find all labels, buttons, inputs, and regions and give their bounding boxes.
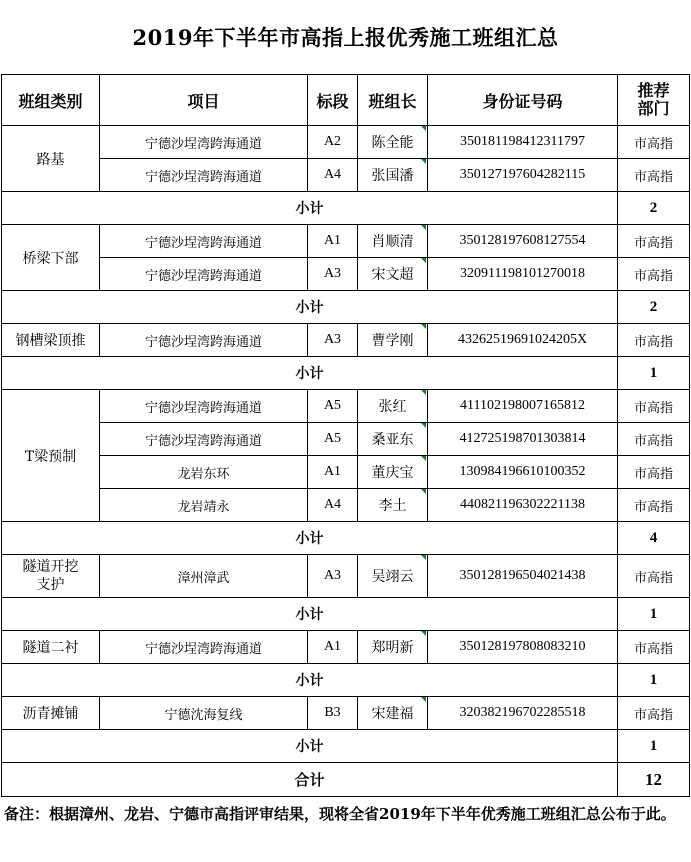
header-leader: 班组长 [358, 75, 428, 126]
page-title: 2019年下半年市高指上报优秀施工班组汇总 [132, 25, 559, 50]
project-cell: 宁德沙埕湾跨海通道 [100, 631, 308, 664]
header-dept-line1: 推荐 [637, 81, 670, 100]
comment-marker-icon [421, 126, 426, 131]
comment-marker-icon [421, 631, 426, 636]
dept-cell: 市高指 [618, 159, 690, 192]
comment-marker-icon [421, 225, 426, 230]
dept-cell: 市高指 [618, 489, 690, 522]
category-cell: 路基 [2, 126, 100, 192]
project-cell: 宁德沙埕湾跨海通道 [100, 324, 308, 357]
leader-name: 李土 [378, 498, 407, 514]
dept-cell: 市高指 [618, 423, 690, 456]
project-cell: 宁德沙埕湾跨海通道 [100, 159, 308, 192]
id-cell: 350181198412311797 [428, 126, 618, 159]
section-cell: A1 [308, 225, 358, 258]
subtotal-row [2, 522, 690, 555]
table-row [2, 456, 690, 489]
leader-name: 陈全能 [371, 135, 414, 151]
leader-name: 宋文超 [371, 267, 414, 283]
subtotal-value: 1 [618, 730, 690, 763]
table-row [2, 324, 690, 357]
subtotal-value: 2 [618, 291, 690, 324]
section-cell: A5 [308, 390, 358, 423]
section-cell: A2 [308, 126, 358, 159]
section-cell: A3 [308, 555, 358, 598]
leader-cell [358, 555, 428, 598]
table-row [2, 555, 690, 598]
table-row [2, 631, 690, 664]
leader-cell [358, 489, 428, 522]
table-row [2, 225, 690, 258]
subtotal-row [2, 192, 690, 225]
table-row [2, 390, 690, 423]
subtotal-label: 小计 [2, 598, 618, 631]
comment-marker-icon [421, 324, 426, 329]
subtotal-row [2, 291, 690, 324]
header-dept-line2: 部门 [637, 99, 670, 118]
leader-name: 张红 [378, 399, 407, 415]
project-cell: 宁德沙埕湾跨海通道 [100, 258, 308, 291]
subtotal-value: 2 [618, 192, 690, 225]
header-section: 标段 [308, 75, 358, 126]
header-dept [618, 75, 690, 126]
table-row [2, 697, 690, 730]
subtotal-value: 1 [618, 664, 690, 697]
project-cell: 宁德沈海复线 [100, 697, 308, 730]
category-cell [2, 555, 100, 598]
section-cell: A4 [308, 159, 358, 192]
category-line2: 支护 [36, 577, 65, 593]
header-category: 班组类别 [2, 75, 100, 126]
category-cell: 钢槽梁顶推 [2, 324, 100, 357]
section-cell: B3 [308, 697, 358, 730]
table-row [2, 159, 690, 192]
table-row [2, 423, 690, 456]
leader-cell [358, 126, 428, 159]
category-cell: 沥青摊铺 [2, 697, 100, 730]
section-cell: A3 [308, 258, 358, 291]
leader-name: 肖顺清 [371, 234, 414, 250]
section-cell: A5 [308, 423, 358, 456]
dept-cell: 市高指 [618, 555, 690, 598]
id-cell: 440821196302221138 [428, 489, 618, 522]
comment-marker-icon [421, 258, 426, 263]
subtotal-value: 4 [618, 522, 690, 555]
leader-cell [358, 390, 428, 423]
leader-name: 吴翊云 [371, 569, 414, 585]
comment-marker-icon [421, 697, 426, 702]
leader-name: 郑明新 [371, 640, 414, 656]
dept-cell: 市高指 [618, 258, 690, 291]
leader-cell [358, 423, 428, 456]
id-cell: 130984196610100352 [428, 456, 618, 489]
leader-cell [358, 225, 428, 258]
leader-cell [358, 456, 428, 489]
leader-cell [358, 258, 428, 291]
category-cell: 桥梁下部 [2, 225, 100, 291]
dept-cell: 市高指 [618, 697, 690, 730]
project-cell: 龙岩靖永 [100, 489, 308, 522]
dept-cell: 市高指 [618, 324, 690, 357]
dept-cell: 市高指 [618, 225, 690, 258]
id-cell: 411102198007165812 [428, 390, 618, 423]
comment-marker-icon [421, 555, 426, 560]
category-cell: 隧道二衬 [2, 631, 100, 664]
leader-cell [358, 697, 428, 730]
subtotal-label: 小计 [2, 730, 618, 763]
leader-cell [358, 159, 428, 192]
id-cell: 412725198701303814 [428, 423, 618, 456]
category-cell: T梁预制 [2, 390, 100, 522]
subtotal-label: 小计 [2, 192, 618, 225]
project-cell: 宁德沙埕湾跨海通道 [100, 225, 308, 258]
project-cell: 龙岩东环 [100, 456, 308, 489]
leader-name: 董庆宝 [371, 465, 414, 481]
subtotal-value: 1 [618, 598, 690, 631]
id-cell: 43262519691024205X [428, 324, 618, 357]
total-value: 12 [618, 763, 690, 797]
table-row [2, 489, 690, 522]
leader-cell [358, 324, 428, 357]
id-cell: 350127197604282115 [428, 159, 618, 192]
subtotal-value: 1 [618, 357, 690, 390]
leader-cell [358, 631, 428, 664]
comment-marker-icon [421, 489, 426, 494]
dept-cell: 市高指 [618, 126, 690, 159]
total-row [2, 763, 690, 797]
table-row [2, 126, 690, 159]
comment-marker-icon [421, 456, 426, 461]
category-line1: 隧道开挖 [22, 559, 79, 575]
section-cell: A3 [308, 324, 358, 357]
leader-name: 张国潘 [371, 168, 414, 184]
project-cell: 宁德沙埕湾跨海通道 [100, 126, 308, 159]
comment-marker-icon [421, 159, 426, 164]
leader-name: 曹学刚 [371, 333, 414, 349]
comment-marker-icon [421, 423, 426, 428]
id-cell: 320911198101270018 [428, 258, 618, 291]
subtotal-label: 小计 [2, 357, 618, 390]
id-cell: 320382196702285518 [428, 697, 618, 730]
id-cell: 350128196504021438 [428, 555, 618, 598]
footnote: 备注：根据漳州、龙岩、宁德市高指评审结果，现将全省2019年下半年优秀施工班组汇总公布于此。 [4, 805, 676, 823]
leader-name: 宋建福 [371, 706, 414, 722]
header-id: 身份证号码 [428, 75, 618, 126]
section-cell: A1 [308, 456, 358, 489]
subtotal-row [2, 730, 690, 763]
subtotal-label: 小计 [2, 522, 618, 555]
summary-table [1, 74, 690, 797]
dept-cell: 市高指 [618, 456, 690, 489]
dept-cell: 市高指 [618, 390, 690, 423]
project-cell: 宁德沙埕湾跨海通道 [100, 423, 308, 456]
total-label: 合计 [2, 763, 618, 797]
project-cell: 漳州漳武 [100, 555, 308, 598]
header-project: 项目 [100, 75, 308, 126]
dept-cell: 市高指 [618, 631, 690, 664]
id-cell: 350128197808083210 [428, 631, 618, 664]
leader-name: 桑亚东 [371, 432, 414, 448]
section-cell: A1 [308, 631, 358, 664]
subtotal-row [2, 357, 690, 390]
subtotal-label: 小计 [2, 291, 618, 324]
comment-marker-icon [421, 390, 426, 395]
subtotal-label: 小计 [2, 664, 618, 697]
subtotal-row [2, 598, 690, 631]
subtotal-row [2, 664, 690, 697]
section-cell: A4 [308, 489, 358, 522]
id-cell: 350128197608127554 [428, 225, 618, 258]
table-row [2, 258, 690, 291]
project-cell: 宁德沙埕湾跨海通道 [100, 390, 308, 423]
header-row [2, 75, 690, 126]
